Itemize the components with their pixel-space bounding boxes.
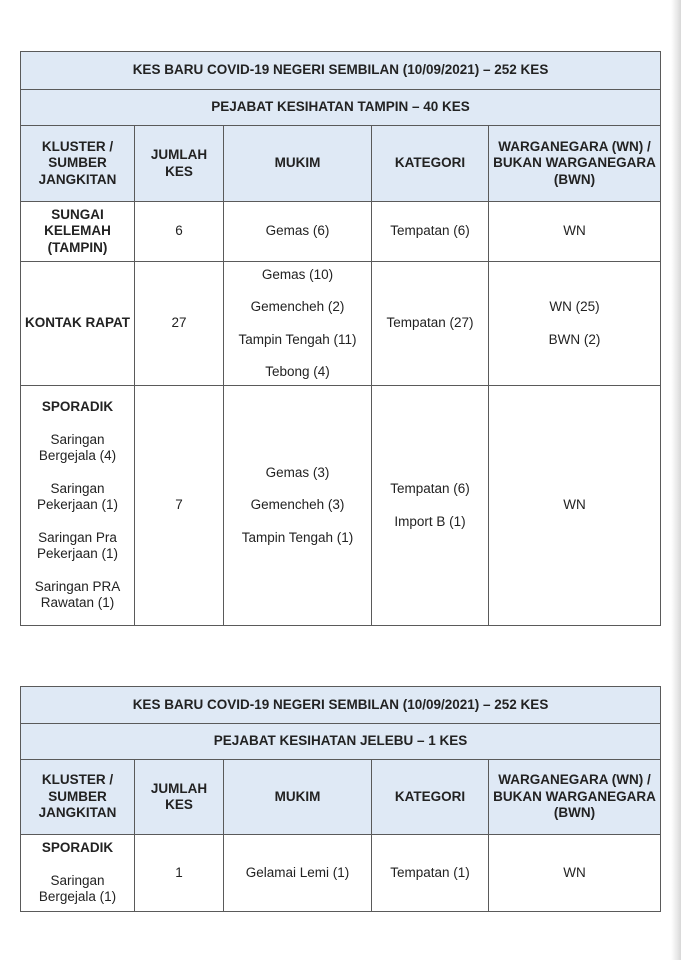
- header-kategori: KATEGORI: [372, 126, 489, 202]
- header-cluster: KLUSTER / SUMBER JANGKITAN: [21, 126, 135, 202]
- jumlah-cell: 6: [135, 202, 224, 262]
- cluster-cell: KONTAK RAPAT: [21, 262, 135, 386]
- mukim-cell: Gemas (6): [224, 202, 372, 262]
- jumlah-cell: 1: [135, 835, 224, 912]
- cluster-title: SPORADIK: [41, 840, 114, 856]
- mukim-item: Gemencheh (3): [250, 497, 345, 513]
- table-jelebu: [20, 686, 661, 912]
- table-subtitle: PEJABAT KESIHATAN JELEBU – 1 KES: [21, 724, 661, 760]
- kategori-cell: [372, 386, 489, 626]
- mukim-cell: [224, 386, 372, 626]
- wn-cell: WN: [489, 202, 661, 262]
- kategori-item: Import B (1): [394, 513, 466, 529]
- cluster-cell: [21, 835, 135, 912]
- wn-item: BWN (2): [548, 331, 601, 347]
- cluster-item: Saringan Pra Pekerjaan (1): [36, 529, 119, 562]
- wn-cell: [489, 262, 661, 386]
- table-title: KES BARU COVID-19 NEGERI SEMBILAN (10/09/2021) – 252 KES: [21, 687, 661, 724]
- wn-cell: WN: [489, 835, 661, 912]
- cluster-cell: [21, 386, 135, 626]
- header-wn: WARGANEGARA (WN) / BUKAN WARGANEGARA (BWN): [489, 760, 661, 835]
- kategori-item: Tempatan (6): [390, 481, 470, 496]
- mukim-cell: Gelamai Lemi (1): [224, 835, 372, 912]
- jumlah-cell: 7: [135, 386, 224, 626]
- wn-cell: WN: [489, 386, 661, 626]
- header-mukim: MUKIM: [224, 126, 372, 202]
- wn-item: WN (25): [549, 299, 600, 314]
- header-wn: WARGANEGARA (WN) / BUKAN WARGANEGARA (BWN): [489, 126, 661, 202]
- table-row: [21, 262, 661, 386]
- header-jumlah: JUMLAH KES: [135, 126, 224, 202]
- table-row: [21, 386, 661, 626]
- cluster-cell: SUNGAI KELEMAH (TAMPIN): [21, 202, 135, 262]
- header-kategori: KATEGORI: [372, 760, 489, 835]
- cluster-item: Saringan PRA Rawatan (1): [34, 578, 121, 611]
- cluster-item: Saringan Pekerjaan (1): [36, 480, 119, 513]
- kategori-cell: Tempatan (27): [372, 262, 489, 386]
- kategori-cell: Tempatan (6): [372, 202, 489, 262]
- mukim-item: Tampin Tengah (11): [238, 331, 357, 347]
- table-subtitle: PEJABAT KESIHATAN TAMPIN – 40 KES: [21, 90, 661, 126]
- mukim-item: Gemas (3): [265, 464, 330, 480]
- header-jumlah: JUMLAH KES: [135, 760, 224, 835]
- mukim-cell: [224, 262, 372, 386]
- table-row: [21, 835, 661, 912]
- cluster-title: SPORADIK: [41, 399, 114, 415]
- mukim-item: Gemencheh (2): [250, 299, 345, 314]
- mukim-item: Gemas (10): [261, 266, 334, 282]
- table-title: KES BARU COVID-19 NEGERI SEMBILAN (10/09/2021) – 252 KES: [21, 52, 661, 90]
- page-edge-shadow: [671, 0, 681, 960]
- mukim-item: Tebong (4): [265, 364, 330, 379]
- jumlah-cell: 27: [135, 262, 224, 386]
- cluster-item: Saringan Bergejala (1): [38, 872, 117, 905]
- mukim-item: Tampin Tengah (1): [241, 529, 354, 545]
- kategori-cell: Tempatan (1): [372, 835, 489, 912]
- header-mukim: MUKIM: [224, 760, 372, 835]
- table-tampin: [20, 51, 661, 626]
- table-row: [21, 202, 661, 262]
- cluster-item: Saringan Bergejala (4): [38, 431, 117, 464]
- header-cluster: KLUSTER / SUMBER JANGKITAN: [21, 760, 135, 835]
